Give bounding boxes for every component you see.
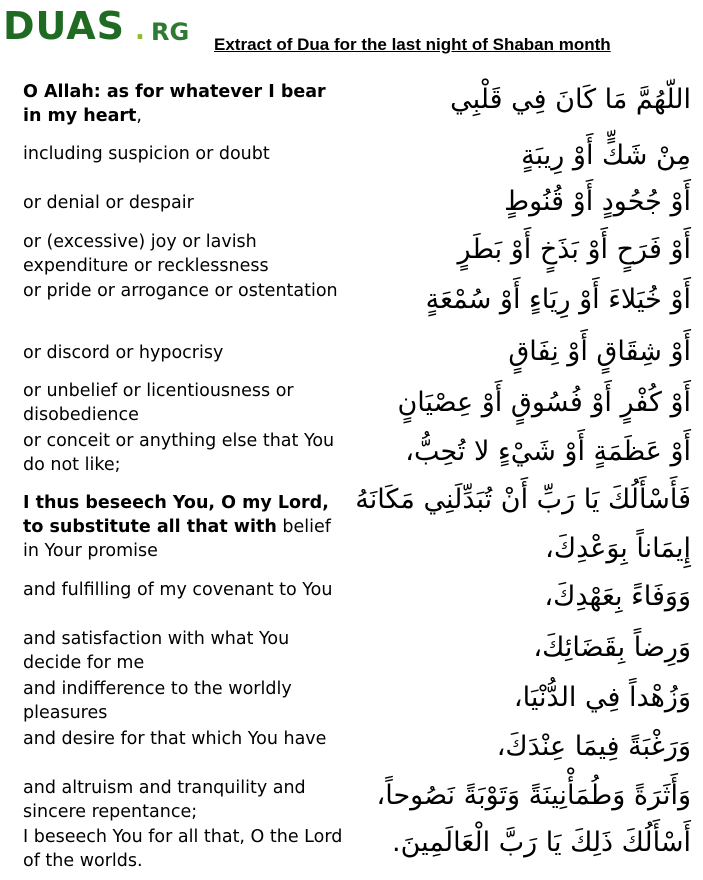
english-line-6: or discord or hypocrisy: [23, 343, 224, 363]
arabic-line-1: اللّهُمَّ مَا كَانَ فِي قَلْبِي: [450, 84, 691, 115]
arabic-line-6: أَوْ شِقَاقٍ أَوْ نِفَاقٍ: [508, 336, 691, 367]
logo-dot: .: [135, 16, 145, 46]
english-line-14: and desire for that which You have: [23, 729, 327, 749]
arabic-line-9: فَأَسْأَلُكَ يَا رَبِّ أَنْ تُبَدِّلَنِي مَكَانَهُ: [355, 484, 691, 515]
logo-suffix: RG: [151, 18, 190, 46]
english-line-4: or (excessive) joy or lavish expenditure or recklessness: [23, 232, 269, 276]
arabic-line-10: إِيمَاناً بِوَعْدِكَ،: [545, 533, 691, 564]
english-line-5: or pride or arrogance or ostentation: [23, 281, 338, 301]
page-title: Extract of Dua for the last night of Shaban month: [214, 35, 611, 54]
arabic-line-11: وَوَفَاءً بِعَهْدِكَ،: [544, 581, 691, 612]
english-line-9: I thus beseech You, O my Lord, to substitute all that with belief: [23, 493, 331, 537]
english-line-1: O Allah: as for whatever I bear in my heart,: [23, 82, 326, 126]
english-line-16: I beseech You for all that, O the Lord of the worlds.: [23, 827, 343, 871]
arabic-line-8: أَوْ عَظَمَةٍ أَوْ شَيْءٍ لا تُحِبُّ،: [405, 436, 691, 467]
arabic-line-13: وَزُهْداً فِي الدُّنْيَا،: [513, 682, 691, 713]
english-line-11: and fulfilling of my covenant to You: [23, 580, 333, 600]
arabic-line-12: وَرِضاً بِقَضَائِكَ،: [533, 632, 691, 663]
english-line-3: or denial or despair: [23, 193, 194, 213]
english-line-13: and indifference to the worldly pleasures: [23, 679, 292, 723]
arabic-line-15: وَأَثَرَةً وَطُمَأْنِينَةً وَتَوْبَةً نَصُوحاً،: [376, 780, 691, 811]
arabic-line-7: أَوْ كُفْرٍ أَوْ فُسُوقٍ أَوْ عِصْيَانٍ: [397, 387, 691, 418]
english-line-7: or unbelief or licentiousness or disobedience: [23, 381, 294, 425]
english-line-10: in Your promise: [23, 541, 158, 561]
arabic-line-4: أَوْ فَرَحٍ أَوْ بَذَخٍ أَوْ بَطَرٍ: [457, 234, 691, 265]
english-line-2: including suspicion or doubt: [23, 144, 270, 164]
arabic-line-14: وَرَغْبَةً فِيمَا عِنْدَكَ،: [496, 731, 691, 762]
english-line-12: and satisfaction with what You decide for me: [23, 629, 290, 673]
english-line-8: or conceit or anything else that You do not like;: [23, 431, 335, 475]
arabic-line-2: مِنْ شَكٍّ أَوْ رِيبَةٍ: [521, 140, 691, 171]
arabic-line-5: أَوْ خُيَلاءَ أَوْ رِيَاءٍ أَوْ سُمْعَةٍ: [425, 284, 691, 315]
arabic-line-16: أَسْأَلُكَ ذَلِكَ يَا رَبَّ الْعَالَمِينَ.: [392, 827, 691, 858]
arabic-line-3: أَوْ جُحُودٍ أَوْ قُنُوطٍ: [504, 186, 691, 217]
english-line-15: and altruism and tranquility and sincere repentance;: [23, 778, 306, 822]
site-logo: [3, 4, 213, 50]
logo-text: DUAS: [3, 4, 126, 48]
